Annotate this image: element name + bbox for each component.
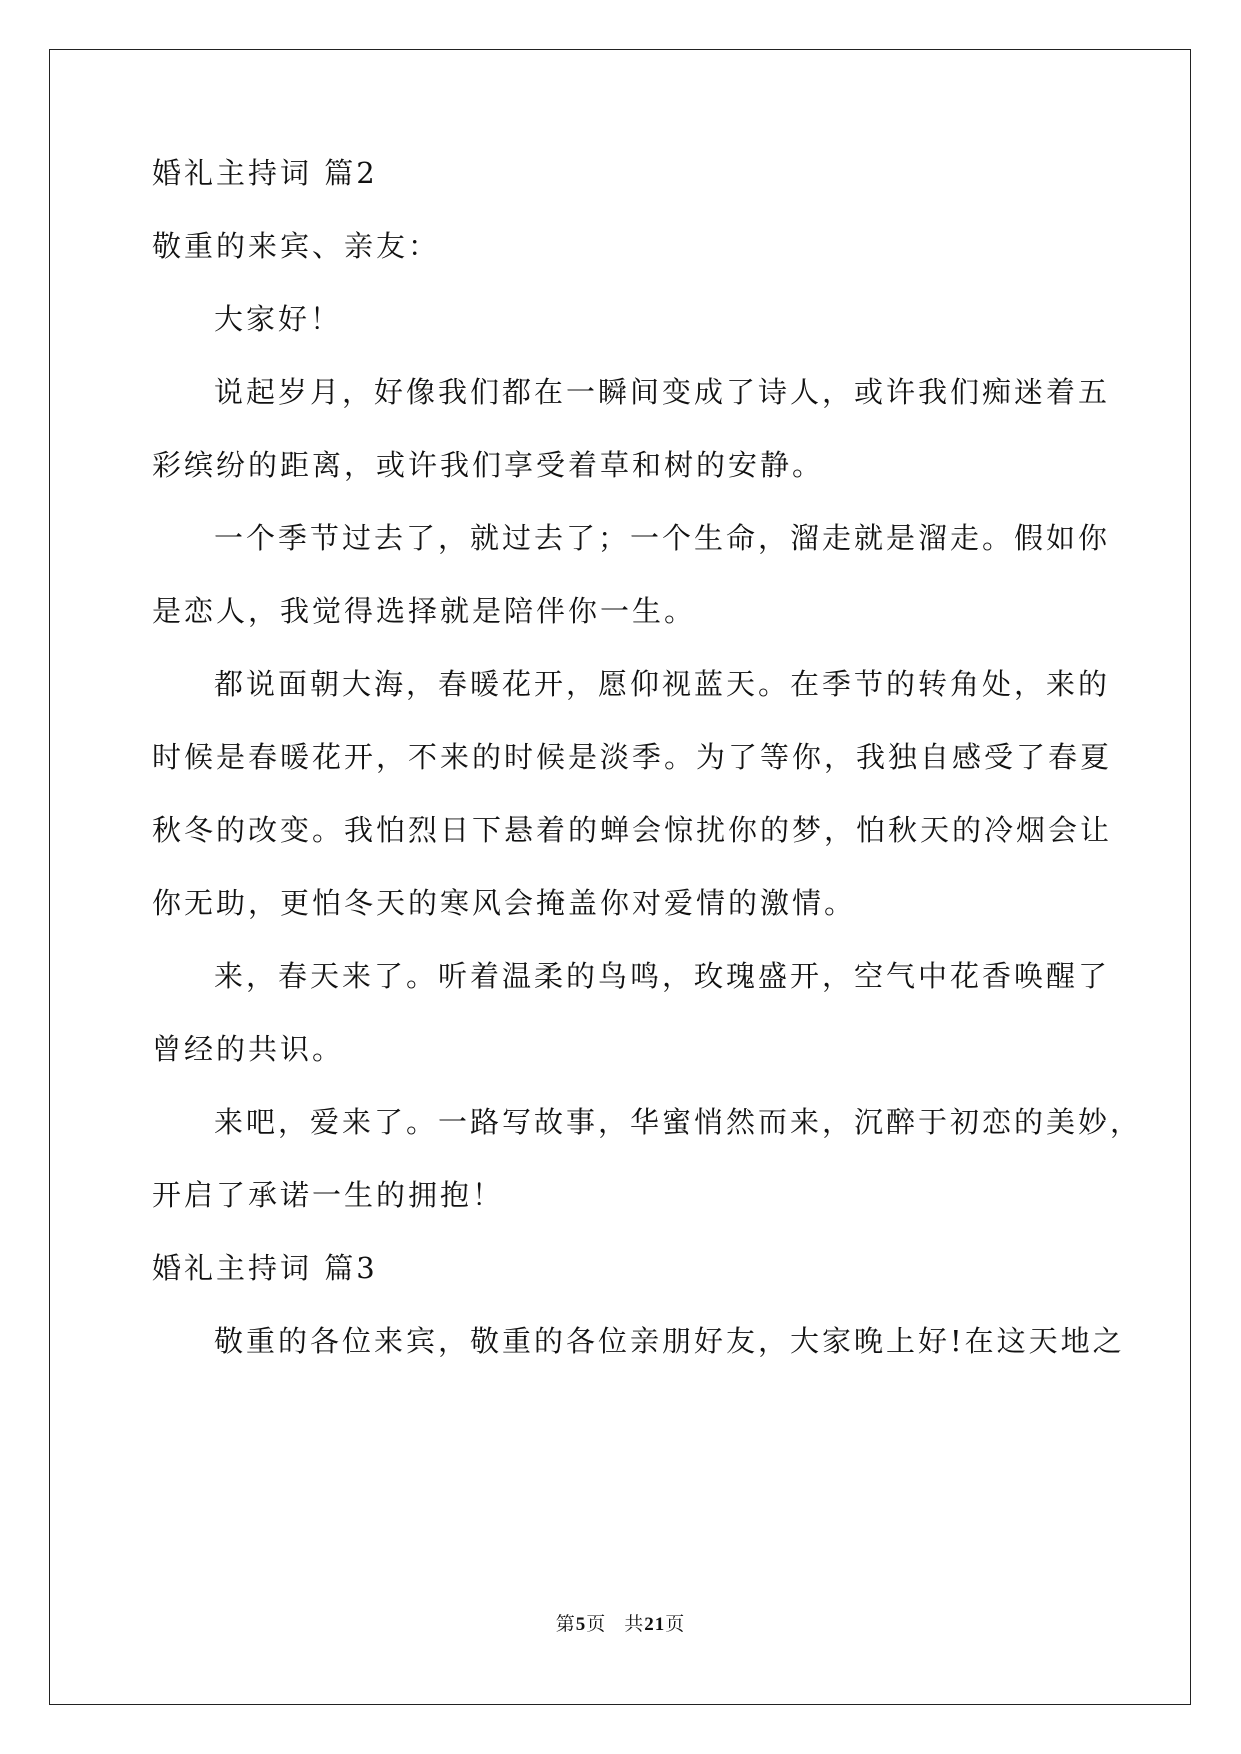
paragraph-line: 来吧，爱来了。一路写故事，华蜜悄然而来，沉醉于初恋的美妙， xyxy=(214,1105,1143,1139)
section-heading-3: 婚礼主持词 篇3 xyxy=(152,1251,378,1285)
total-pages-number: 21 xyxy=(644,1614,666,1635)
paragraph-line: 曾经的共识。 xyxy=(152,1032,345,1066)
current-page-number: 5 xyxy=(575,1614,587,1635)
salutation: 敬重的来宾、亲友： xyxy=(152,229,441,263)
paragraph-line: 时候是春暖花开，不来的时候是淡季。为了等你，我独自感受了春夏 xyxy=(152,740,1113,774)
total-prefix: 共 xyxy=(624,1613,645,1635)
paragraph-line: 敬重的各位来宾，敬重的各位亲朋好友，大家晚上好!在这天地之 xyxy=(214,1324,1125,1358)
paragraph-line: 你无助，更怕冬天的寒风会掩盖你对爱情的激情。 xyxy=(152,886,857,920)
paragraph-line: 都说面朝大海，春暖花开，愿仰视蓝天。在季节的转角处，来的 xyxy=(214,667,1111,701)
paragraph-line: 来，春天来了。听着温柔的鸟鸣，玫瑰盛开，空气中花香唤醒了 xyxy=(214,959,1111,993)
paragraph-line: 彩缤纷的距离，或许我们享受着草和树的安静。 xyxy=(152,448,825,482)
page-border xyxy=(49,49,1191,1705)
paragraph-line: 开启了承诺一生的拥抱！ xyxy=(152,1178,505,1212)
paragraph-line: 说起岁月，好像我们都在一瞬间变成了诗人，或许我们痴迷着五 xyxy=(214,375,1111,409)
paragraph-line: 秋冬的改变。我怕烈日下悬着的蝉会惊扰你的梦，怕秋天的冷烟会让 xyxy=(152,813,1113,847)
greeting: 大家好！ xyxy=(214,302,343,336)
page-footer xyxy=(0,1612,1241,1637)
paragraph-line: 一个季节过去了，就过去了；一个生命，溜走就是溜走。假如你 xyxy=(214,521,1111,555)
paragraph-line: 是恋人，我觉得选择就是陪伴你一生。 xyxy=(152,594,697,628)
page-prefix: 第 xyxy=(555,1613,576,1635)
total-unit: 页 xyxy=(665,1613,686,1635)
section-heading-2: 婚礼主持词 篇2 xyxy=(152,156,378,190)
page-unit: 页 xyxy=(586,1613,607,1635)
